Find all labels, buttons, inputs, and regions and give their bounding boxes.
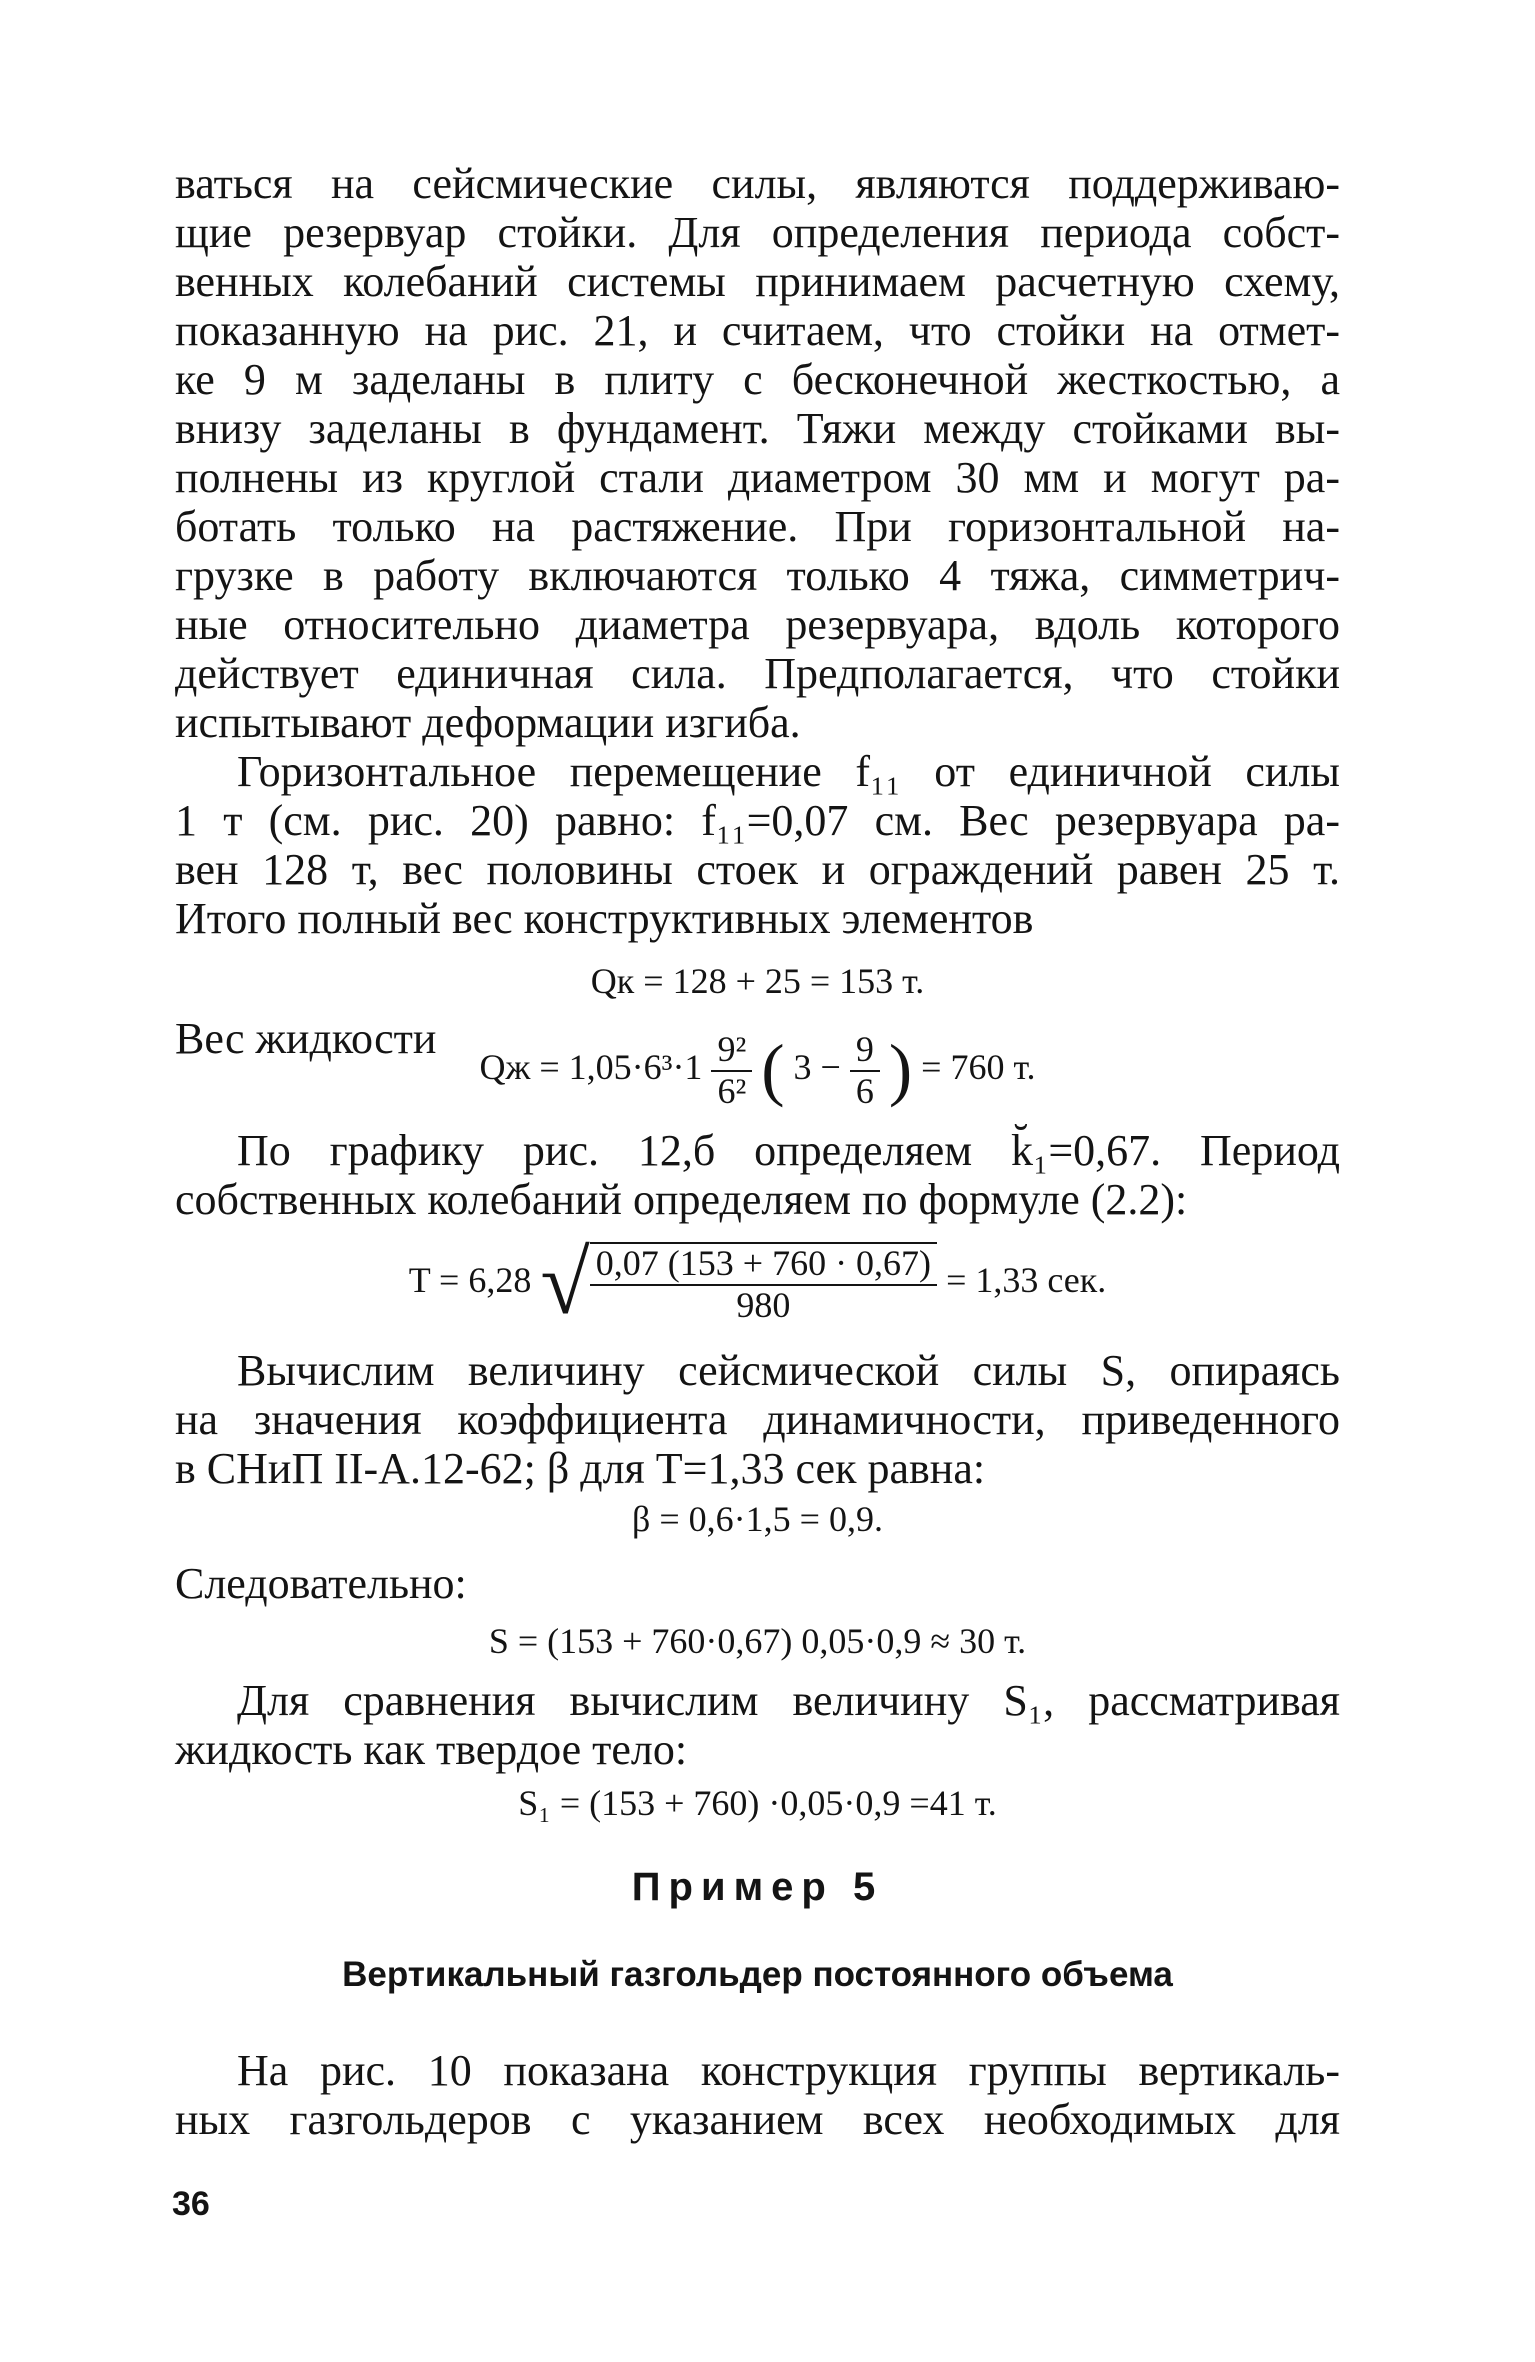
p2-line: Итого полный вес конструктивных элементов xyxy=(175,894,1034,943)
p6-line: ных газгольдеров с указанием всех необходимых для xyxy=(175,2095,1340,2144)
eq2-fraction xyxy=(711,1030,752,1111)
label-therefore: Следовательно: xyxy=(175,1559,467,1608)
p1-line: грузке в работу включаются только 4 тяжа, симметрич- xyxy=(175,551,1340,600)
p1-line: ботать только на растяжение. При горизонтальной на- xyxy=(175,502,1340,551)
equation-s1: S₁ = (153 + 760) ·0,05·0,9 =41 т. xyxy=(518,1783,997,1823)
eq2-inner-num: 9 xyxy=(850,1030,880,1072)
eq2-inner-left: 3 − xyxy=(793,1046,841,1087)
section-title: Вертикальный газгольдер постоянного объема xyxy=(342,1955,1173,1994)
eq3-fraction xyxy=(590,1242,937,1325)
p4-line: на значения коэффициента динамичности, приведенного xyxy=(175,1395,1340,1444)
p1-line: действует единичная сила. Предполагается, что стойки xyxy=(175,649,1340,698)
p1-line: ке 9 м заделаны в плиту с бесконечной жесткостью, а xyxy=(175,355,1340,404)
p5-line: жидкость как твердое тело: xyxy=(175,1725,688,1774)
equation-qk: Qк = 128 + 25 = 153 т. xyxy=(590,961,925,1001)
p1-line: испытывают деформации изгиба. xyxy=(175,698,801,747)
sqrt-sign: √ xyxy=(540,1234,590,1333)
p2-line: Горизонтальное перемещение f₁₁ от единичной силы xyxy=(237,747,1340,796)
p1-line: внизу заделаны в фундамент. Тяжи между стойками вы- xyxy=(175,404,1340,453)
p2-line: 1 т (см. рис. 20) равно: f₁₁=0,07 см. Вес резервуара ра- xyxy=(175,796,1340,845)
p1-line: ные относительно диаметра резервуара, вдоль которого xyxy=(175,600,1340,649)
equation-s: S = (153 + 760·0,67) 0,05·0,9 ≈ 30 т. xyxy=(488,1621,1027,1661)
p2-line: вен 128 т, вес половины стоек и ограждений равен 25 т. xyxy=(175,845,1340,894)
p1-line: показанную на рис. 21, и считаем, что стойки на отмет- xyxy=(175,306,1340,355)
eq3-num: 0,07 (153 + 760 · 0,67) xyxy=(590,1244,937,1286)
eq3-den: 980 xyxy=(736,1284,791,1325)
p3-line: собственных колебаний определяем по формуле (2.2): xyxy=(175,1175,1188,1224)
open-paren: ( xyxy=(761,1031,785,1109)
eq2-inner-fraction xyxy=(850,1030,880,1111)
eq3-rhs: = 1,33 сек. xyxy=(946,1259,1107,1300)
example-title: Пример 5 xyxy=(631,1865,884,1909)
eq2-frac-den: 6² xyxy=(717,1070,747,1111)
p1-line: ваться на сейсмические силы, являются поддерживаю- xyxy=(175,159,1340,208)
close-paren: ) xyxy=(888,1031,913,1109)
label-liquid-weight: Вес жидкости xyxy=(175,1014,437,1063)
p1-line: щие резервуар стойки. Для определения периода собст- xyxy=(175,208,1340,257)
p5-line: Для сравнения вычислим величину S₁, рассматривая xyxy=(237,1676,1340,1725)
eq2-rhs: = 760 т. xyxy=(921,1046,1036,1087)
p1-line: полнены из круглой стали диаметром 30 мм и могут ра- xyxy=(175,453,1340,502)
p4-line: в СНиП II-А.12-62; β для T=1,33 сек равна: xyxy=(175,1444,986,1493)
equation-period xyxy=(175,1232,1340,1335)
eq2-frac-num: 9² xyxy=(711,1030,752,1072)
eq3-lhs: T = 6,28 xyxy=(408,1259,532,1300)
p4-line: Вычислим величину сейсмической силы S, опираясь xyxy=(237,1346,1340,1395)
page-number: 36 xyxy=(172,2185,210,2223)
p3-line: По графику рис. 12,б определяем k̆₁=0,67. Период xyxy=(237,1126,1340,1175)
eq2-lhs: Qж = 1,05·6³·1 xyxy=(479,1046,703,1087)
p1-line: венных колебаний системы принимаем расчетную схему, xyxy=(175,257,1340,306)
equation-beta: β = 0,6·1,5 = 0,9. xyxy=(632,1499,883,1539)
p6-line: На рис. 10 показана конструкция группы вертикаль- xyxy=(237,2046,1340,2095)
equation-qzh xyxy=(175,1030,1340,1111)
eq2-inner-den: 6 xyxy=(855,1070,874,1111)
